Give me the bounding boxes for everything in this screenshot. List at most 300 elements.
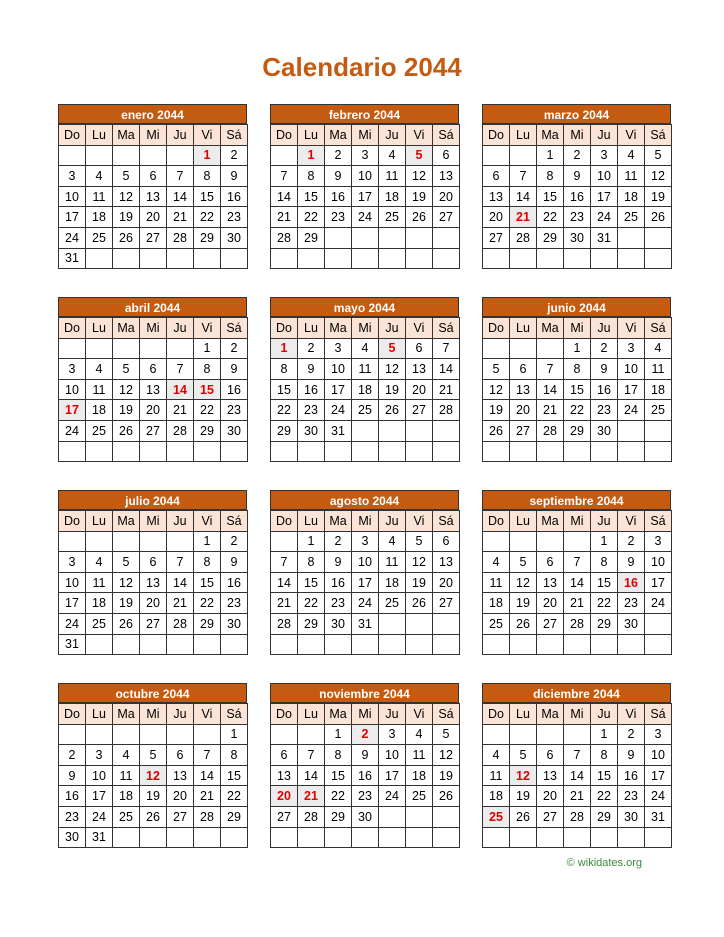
month-header: abril 2044 bbox=[58, 297, 247, 317]
week-row bbox=[59, 531, 248, 552]
day-cell: 18 bbox=[86, 593, 113, 614]
weekday-header-row bbox=[483, 318, 672, 339]
day-cell: 20 bbox=[433, 572, 460, 593]
day-cell: 21 bbox=[537, 400, 564, 421]
weekday-label: Mi bbox=[140, 125, 167, 146]
week-row bbox=[271, 634, 460, 655]
day-cell: 23 bbox=[618, 786, 645, 807]
day-cell: 25 bbox=[352, 400, 379, 421]
weekday-label: Ma bbox=[325, 511, 352, 532]
day-cell: 28 bbox=[537, 420, 564, 441]
empty-cell bbox=[298, 724, 325, 745]
month-table bbox=[58, 510, 248, 655]
weekday-label: Mi bbox=[352, 704, 379, 725]
day-cell: 28 bbox=[271, 613, 298, 634]
month-block bbox=[58, 104, 247, 269]
week-row bbox=[483, 338, 672, 359]
empty-cell bbox=[591, 441, 618, 462]
day-cell: 3 bbox=[59, 359, 86, 380]
weekday-label: Do bbox=[483, 511, 510, 532]
empty-cell bbox=[510, 248, 537, 269]
day-cell: 29 bbox=[194, 420, 221, 441]
empty-cell bbox=[483, 145, 510, 166]
day-cell: 26 bbox=[379, 400, 406, 421]
day-cell: 25 bbox=[406, 786, 433, 807]
empty-cell bbox=[379, 634, 406, 655]
day-cell: 28 bbox=[167, 613, 194, 634]
day-cell: 6 bbox=[406, 338, 433, 359]
day-cell: 8 bbox=[298, 166, 325, 187]
weekday-label: Ma bbox=[325, 125, 352, 146]
day-cell: 31 bbox=[352, 613, 379, 634]
week-row bbox=[59, 745, 248, 766]
day-cell: 11 bbox=[645, 359, 672, 380]
holiday-day-cell: 15 bbox=[194, 379, 221, 400]
day-cell: 4 bbox=[352, 338, 379, 359]
day-cell: 23 bbox=[298, 400, 325, 421]
weekday-label: Do bbox=[483, 704, 510, 725]
week-row bbox=[271, 166, 460, 187]
weekday-label: Lu bbox=[298, 704, 325, 725]
weekday-header-row bbox=[271, 125, 460, 146]
month-block bbox=[482, 490, 671, 655]
weekday-label: Ju bbox=[167, 125, 194, 146]
day-cell: 5 bbox=[113, 359, 140, 380]
day-cell: 12 bbox=[483, 379, 510, 400]
day-cell: 21 bbox=[194, 786, 221, 807]
weekday-label: Ju bbox=[379, 318, 406, 339]
weekday-label: Mi bbox=[140, 511, 167, 532]
month-table bbox=[270, 703, 460, 848]
page-title: Calendario 2044 bbox=[262, 52, 462, 82]
day-cell: 27 bbox=[140, 227, 167, 248]
empty-cell bbox=[113, 724, 140, 745]
day-cell: 30 bbox=[618, 806, 645, 827]
day-cell: 19 bbox=[113, 593, 140, 614]
day-cell: 1 bbox=[194, 338, 221, 359]
empty-cell bbox=[510, 145, 537, 166]
holiday-day-cell: 2 bbox=[352, 724, 379, 745]
week-row bbox=[483, 806, 672, 827]
day-cell: 23 bbox=[221, 207, 248, 228]
week-row bbox=[271, 786, 460, 807]
day-cell: 15 bbox=[194, 572, 221, 593]
empty-cell bbox=[645, 248, 672, 269]
empty-cell bbox=[298, 441, 325, 462]
weekday-label: Do bbox=[271, 511, 298, 532]
day-cell: 8 bbox=[194, 359, 221, 380]
day-cell: 28 bbox=[564, 613, 591, 634]
empty-cell bbox=[510, 724, 537, 745]
day-cell: 3 bbox=[645, 531, 672, 552]
empty-cell bbox=[352, 827, 379, 848]
day-cell: 4 bbox=[406, 724, 433, 745]
empty-cell bbox=[537, 827, 564, 848]
day-cell: 25 bbox=[86, 227, 113, 248]
week-row bbox=[271, 359, 460, 380]
day-cell: 4 bbox=[379, 531, 406, 552]
day-cell: 24 bbox=[645, 786, 672, 807]
day-cell: 14 bbox=[564, 572, 591, 593]
weekday-label: Ma bbox=[537, 704, 564, 725]
empty-cell bbox=[483, 724, 510, 745]
empty-cell bbox=[406, 248, 433, 269]
empty-cell bbox=[167, 634, 194, 655]
day-cell: 10 bbox=[379, 745, 406, 766]
day-cell: 26 bbox=[645, 207, 672, 228]
day-cell: 13 bbox=[433, 552, 460, 573]
day-cell: 16 bbox=[298, 379, 325, 400]
empty-cell bbox=[379, 248, 406, 269]
day-cell: 26 bbox=[510, 806, 537, 827]
day-cell: 10 bbox=[645, 745, 672, 766]
day-cell: 20 bbox=[537, 593, 564, 614]
day-cell: 17 bbox=[645, 572, 672, 593]
week-row bbox=[59, 634, 248, 655]
day-cell: 21 bbox=[564, 786, 591, 807]
day-cell: 13 bbox=[510, 379, 537, 400]
empty-cell bbox=[325, 634, 352, 655]
day-cell: 23 bbox=[221, 593, 248, 614]
day-cell: 28 bbox=[167, 227, 194, 248]
empty-cell bbox=[167, 531, 194, 552]
empty-cell bbox=[221, 634, 248, 655]
weekday-label: Ma bbox=[113, 704, 140, 725]
day-cell: 5 bbox=[510, 552, 537, 573]
week-row bbox=[271, 248, 460, 269]
month-table bbox=[58, 317, 248, 462]
day-cell: 7 bbox=[271, 166, 298, 187]
month-table bbox=[270, 317, 460, 462]
day-cell: 10 bbox=[59, 186, 86, 207]
day-cell: 2 bbox=[564, 145, 591, 166]
week-row bbox=[59, 552, 248, 573]
day-cell: 19 bbox=[433, 765, 460, 786]
day-cell: 24 bbox=[352, 593, 379, 614]
day-cell: 7 bbox=[298, 745, 325, 766]
week-row bbox=[59, 400, 248, 421]
empty-cell bbox=[618, 634, 645, 655]
empty-cell bbox=[510, 441, 537, 462]
empty-cell bbox=[537, 338, 564, 359]
day-cell: 23 bbox=[564, 207, 591, 228]
week-row bbox=[59, 166, 248, 187]
empty-cell bbox=[537, 248, 564, 269]
week-row bbox=[483, 572, 672, 593]
day-cell: 11 bbox=[86, 572, 113, 593]
day-cell: 5 bbox=[483, 359, 510, 380]
weekday-label: Vi bbox=[194, 704, 221, 725]
day-cell: 22 bbox=[564, 400, 591, 421]
day-cell: 17 bbox=[591, 186, 618, 207]
day-cell: 4 bbox=[483, 552, 510, 573]
empty-cell bbox=[483, 827, 510, 848]
empty-cell bbox=[483, 338, 510, 359]
day-cell: 10 bbox=[86, 765, 113, 786]
day-cell: 11 bbox=[618, 166, 645, 187]
day-cell: 15 bbox=[221, 765, 248, 786]
empty-cell bbox=[271, 724, 298, 745]
month-table bbox=[482, 124, 672, 269]
day-cell: 7 bbox=[167, 166, 194, 187]
footer-credit: © wikidates.org bbox=[566, 857, 642, 869]
day-cell: 4 bbox=[86, 166, 113, 187]
week-row bbox=[483, 531, 672, 552]
empty-cell bbox=[406, 806, 433, 827]
day-cell: 6 bbox=[433, 145, 460, 166]
empty-cell bbox=[298, 248, 325, 269]
empty-cell bbox=[221, 441, 248, 462]
day-cell: 24 bbox=[379, 786, 406, 807]
month-block bbox=[482, 104, 671, 269]
empty-cell bbox=[325, 441, 352, 462]
day-cell: 15 bbox=[194, 186, 221, 207]
week-row bbox=[271, 420, 460, 441]
weekday-label: Do bbox=[59, 318, 86, 339]
day-cell: 14 bbox=[564, 765, 591, 786]
weekday-label: Ma bbox=[113, 318, 140, 339]
weekday-label: Do bbox=[483, 125, 510, 146]
day-cell: 8 bbox=[271, 359, 298, 380]
day-cell: 6 bbox=[537, 745, 564, 766]
empty-cell bbox=[564, 724, 591, 745]
day-cell: 27 bbox=[140, 420, 167, 441]
day-cell: 14 bbox=[194, 765, 221, 786]
day-cell: 2 bbox=[618, 531, 645, 552]
empty-cell bbox=[564, 531, 591, 552]
day-cell: 5 bbox=[510, 745, 537, 766]
day-cell: 19 bbox=[113, 207, 140, 228]
empty-cell bbox=[645, 613, 672, 634]
day-cell: 4 bbox=[379, 145, 406, 166]
week-row bbox=[483, 593, 672, 614]
empty-cell bbox=[591, 248, 618, 269]
day-cell: 30 bbox=[221, 420, 248, 441]
weekday-label: Mi bbox=[140, 318, 167, 339]
day-cell: 23 bbox=[59, 806, 86, 827]
day-cell: 27 bbox=[433, 207, 460, 228]
empty-cell bbox=[537, 634, 564, 655]
day-cell: 18 bbox=[113, 786, 140, 807]
empty-cell bbox=[433, 613, 460, 634]
day-cell: 13 bbox=[483, 186, 510, 207]
day-cell: 4 bbox=[86, 552, 113, 573]
day-cell: 9 bbox=[325, 552, 352, 573]
empty-cell bbox=[433, 634, 460, 655]
day-cell: 16 bbox=[325, 572, 352, 593]
empty-cell bbox=[379, 227, 406, 248]
day-cell: 25 bbox=[618, 207, 645, 228]
week-row bbox=[271, 400, 460, 421]
week-row bbox=[483, 552, 672, 573]
day-cell: 17 bbox=[618, 379, 645, 400]
weekday-label: Ju bbox=[379, 704, 406, 725]
holiday-day-cell: 21 bbox=[510, 207, 537, 228]
day-cell: 11 bbox=[379, 166, 406, 187]
empty-cell bbox=[379, 441, 406, 462]
weekday-label: Lu bbox=[86, 125, 113, 146]
day-cell: 7 bbox=[271, 552, 298, 573]
month-block bbox=[270, 104, 459, 269]
day-cell: 5 bbox=[645, 145, 672, 166]
empty-cell bbox=[564, 827, 591, 848]
day-cell: 7 bbox=[433, 338, 460, 359]
day-cell: 2 bbox=[221, 531, 248, 552]
weekday-label: Ma bbox=[537, 511, 564, 532]
day-cell: 29 bbox=[591, 806, 618, 827]
day-cell: 2 bbox=[618, 724, 645, 745]
day-cell: 19 bbox=[645, 186, 672, 207]
day-cell: 23 bbox=[352, 786, 379, 807]
holiday-day-cell: 16 bbox=[618, 572, 645, 593]
weekday-label: Mi bbox=[352, 511, 379, 532]
month-table bbox=[58, 124, 248, 269]
day-cell: 16 bbox=[221, 572, 248, 593]
day-cell: 21 bbox=[167, 400, 194, 421]
day-cell: 20 bbox=[433, 186, 460, 207]
day-cell: 11 bbox=[86, 379, 113, 400]
day-cell: 24 bbox=[352, 207, 379, 228]
weekday-label: Ju bbox=[591, 704, 618, 725]
day-cell: 30 bbox=[325, 613, 352, 634]
empty-cell bbox=[379, 827, 406, 848]
day-cell: 8 bbox=[591, 745, 618, 766]
holiday-day-cell: 5 bbox=[379, 338, 406, 359]
empty-cell bbox=[510, 634, 537, 655]
empty-cell bbox=[433, 441, 460, 462]
day-cell: 25 bbox=[86, 613, 113, 634]
empty-cell bbox=[645, 227, 672, 248]
day-cell: 12 bbox=[113, 572, 140, 593]
week-row bbox=[483, 765, 672, 786]
holiday-day-cell: 17 bbox=[59, 400, 86, 421]
day-cell: 24 bbox=[86, 806, 113, 827]
week-row bbox=[271, 724, 460, 745]
week-row bbox=[483, 400, 672, 421]
empty-cell bbox=[140, 827, 167, 848]
weekday-label: Ju bbox=[591, 318, 618, 339]
weekday-label: Ma bbox=[537, 125, 564, 146]
empty-cell bbox=[167, 441, 194, 462]
day-cell: 25 bbox=[645, 400, 672, 421]
week-row bbox=[59, 441, 248, 462]
weekday-header-row bbox=[59, 318, 248, 339]
day-cell: 20 bbox=[140, 207, 167, 228]
day-cell: 9 bbox=[59, 765, 86, 786]
day-cell: 11 bbox=[113, 765, 140, 786]
weekday-label: Ma bbox=[537, 318, 564, 339]
day-cell: 30 bbox=[221, 613, 248, 634]
empty-cell bbox=[194, 248, 221, 269]
empty-cell bbox=[352, 248, 379, 269]
weekday-label: Sá bbox=[433, 318, 460, 339]
holiday-day-cell: 12 bbox=[510, 765, 537, 786]
day-cell: 23 bbox=[325, 593, 352, 614]
day-cell: 19 bbox=[379, 379, 406, 400]
day-cell: 16 bbox=[591, 379, 618, 400]
day-cell: 13 bbox=[537, 572, 564, 593]
day-cell: 29 bbox=[298, 613, 325, 634]
day-cell: 25 bbox=[483, 613, 510, 634]
day-cell: 17 bbox=[325, 379, 352, 400]
day-cell: 28 bbox=[194, 806, 221, 827]
week-row bbox=[271, 552, 460, 573]
week-row bbox=[271, 379, 460, 400]
day-cell: 13 bbox=[140, 186, 167, 207]
empty-cell bbox=[271, 441, 298, 462]
week-row bbox=[59, 786, 248, 807]
day-cell: 25 bbox=[379, 593, 406, 614]
day-cell: 17 bbox=[352, 572, 379, 593]
empty-cell bbox=[113, 145, 140, 166]
month-header: diciembre 2044 bbox=[482, 683, 671, 703]
weekday-header-row bbox=[271, 511, 460, 532]
month-header: octubre 2044 bbox=[58, 683, 247, 703]
week-row bbox=[59, 186, 248, 207]
empty-cell bbox=[645, 827, 672, 848]
day-cell: 9 bbox=[591, 359, 618, 380]
weekday-label: Vi bbox=[194, 318, 221, 339]
day-cell: 9 bbox=[221, 359, 248, 380]
week-row bbox=[483, 613, 672, 634]
day-cell: 10 bbox=[352, 166, 379, 187]
empty-cell bbox=[379, 806, 406, 827]
weekday-label: Lu bbox=[298, 318, 325, 339]
week-row bbox=[483, 441, 672, 462]
day-cell: 14 bbox=[167, 572, 194, 593]
empty-cell bbox=[618, 227, 645, 248]
day-cell: 2 bbox=[221, 145, 248, 166]
day-cell: 18 bbox=[483, 593, 510, 614]
day-cell: 8 bbox=[564, 359, 591, 380]
empty-cell bbox=[379, 613, 406, 634]
week-row bbox=[59, 613, 248, 634]
month-block bbox=[270, 683, 459, 848]
day-cell: 18 bbox=[483, 786, 510, 807]
week-row bbox=[271, 145, 460, 166]
day-cell: 22 bbox=[537, 207, 564, 228]
empty-cell bbox=[433, 248, 460, 269]
day-cell: 21 bbox=[433, 379, 460, 400]
week-row bbox=[271, 827, 460, 848]
day-cell: 13 bbox=[537, 765, 564, 786]
weekday-label: Ju bbox=[167, 318, 194, 339]
weekday-label: Lu bbox=[510, 511, 537, 532]
day-cell: 1 bbox=[591, 724, 618, 745]
day-cell: 8 bbox=[325, 745, 352, 766]
day-cell: 24 bbox=[591, 207, 618, 228]
month-header: agosto 2044 bbox=[270, 490, 459, 510]
day-cell: 15 bbox=[564, 379, 591, 400]
day-cell: 8 bbox=[537, 166, 564, 187]
empty-cell bbox=[406, 420, 433, 441]
day-cell: 15 bbox=[271, 379, 298, 400]
weekday-label: Vi bbox=[406, 704, 433, 725]
day-cell: 19 bbox=[140, 786, 167, 807]
day-cell: 7 bbox=[194, 745, 221, 766]
day-cell: 30 bbox=[221, 227, 248, 248]
empty-cell bbox=[194, 827, 221, 848]
day-cell: 12 bbox=[113, 186, 140, 207]
empty-cell bbox=[483, 248, 510, 269]
empty-cell bbox=[59, 724, 86, 745]
day-cell: 15 bbox=[325, 765, 352, 786]
week-row bbox=[59, 572, 248, 593]
day-cell: 7 bbox=[564, 745, 591, 766]
weekday-label: Sá bbox=[645, 318, 672, 339]
day-cell: 2 bbox=[325, 531, 352, 552]
day-cell: 22 bbox=[221, 786, 248, 807]
